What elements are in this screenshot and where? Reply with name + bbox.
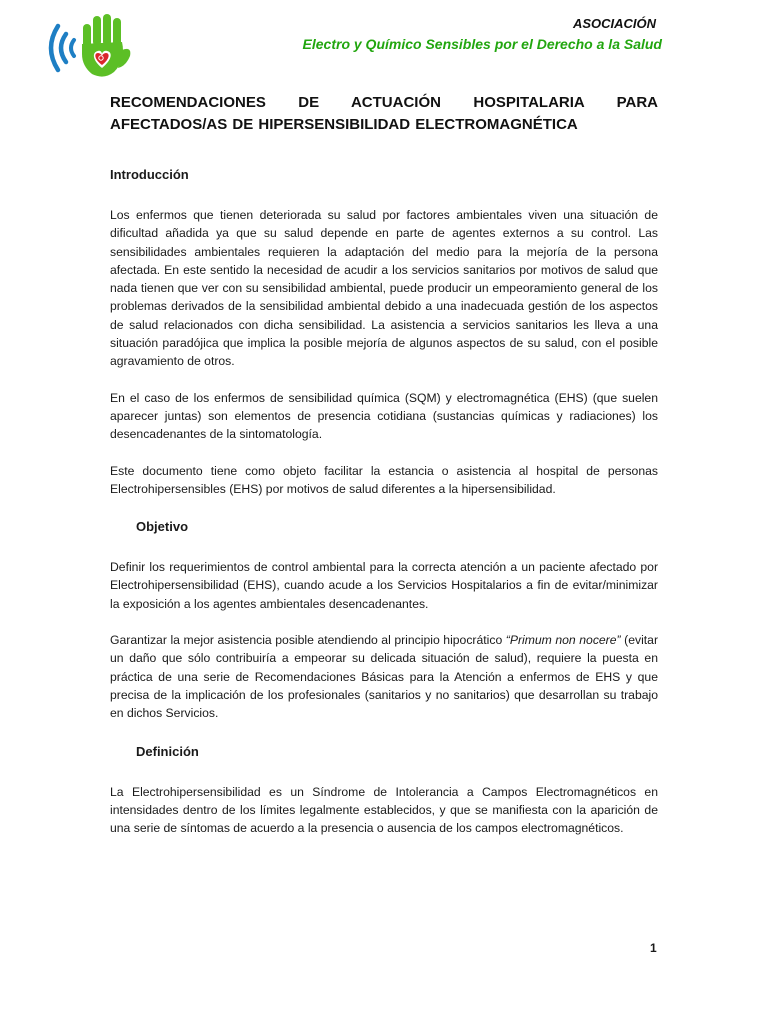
organization-name: ASOCIACIÓN <box>572 16 656 31</box>
definicion-paragraph: La Electrohipersensibilidad es un Síndrome de Intolerancia a Campos Electromagnéticos en intensidades dentro de los límites legalmente establecidos, y que se manifiesta con la aparición de una serie de síntomas de acuerdo a la presencia o ausencia de los campos electromagnéticos. <box>110 784 658 836</box>
association-logo-icon <box>48 10 134 86</box>
section-heading-definicion: Definición <box>136 743 199 759</box>
objetivo-paragraph-2-start: Garantizar la mejor asistencia posible atendiendo al principio hipocrático <box>110 633 506 648</box>
document-body <box>110 92 658 837</box>
section-heading-introduccion: Introducción <box>110 167 189 182</box>
page-number: 1 <box>650 941 657 955</box>
objetivo-paragraph-2 <box>110 631 658 722</box>
organization-subtitle: Electro y Químico Sensibles por el Derecho a la Salud <box>302 36 662 52</box>
intro-paragraph-1: Los enfermos que tienen deteriorada su salud por factores ambientales viven una situación de dificultad añadida ya que su salud depende en parte de agentes externos a su control. Las sensibilidades ambientales requieren la adaptación del medio para la mejoría de la persona afectada. En este sentido la necesidad de acudir a los servicios sanitarios por motivos de salud que nada tienen que ver con su sensibilidad ambiental, puede producir un empeoramiento general de los problemas derivados de la sensibilidad ambiental debido a una inadecuada gestión de los aspectos de salud relacionados con dicha sensibilidad. La asistencia a servicios sanitarios les lleva a una situación paradójica que implica la posible mejoría de algunos aspectos de su salud, con el posible agravamiento de otros. <box>110 208 658 369</box>
intro-paragraph-3: Este documento tiene como objeto facilitar la estancia o asistencia al hospital de personas Electrohipersensibles (EHS) por motivos de salud diferentes a la hipersensibilidad. <box>110 463 658 496</box>
latin-phrase: “Primum non nocere” <box>505 633 621 648</box>
intro-paragraph-2: En el caso de los enfermos de sensibilidad química (SQM) y electromagnética (EHS) (que suelen aparecer juntas) son elementos de presencia cotidiana (sustancias químicas y radiaciones) los desencadenantes de la sintomatología. <box>110 390 658 442</box>
organization-header <box>302 16 662 54</box>
document-title: RECOMENDACIONES DE ACTUACIÓN HOSPITALARIA PARA AFECTADOS/AS DE HIPERSENSIBILIDAD ELECTROMAGNÉTICA <box>110 94 658 133</box>
objetivo-paragraph-1: Definir los requerimientos de control ambiental para la correcta atención a un paciente afectado por Electrohipersensibilidad (EHS), cuando acude a los Servicios Hospitalarios a fin de evitar/minimizar la exposición a los agentes ambientales desencadenantes. <box>110 560 658 611</box>
objetivo-paragraph-2-end: (evitar un daño que sólo contribuiría a empeorar su delicada situación de salud), requiere la puesta en práctica de una serie de Recomendaciones Básicas para la Atención a enfermos de EHS y que precisa de la implicación de los profesionales (sanitarios y no sanitarios) que desarrollan su trabajo en dichos Servicios. <box>110 633 659 721</box>
section-heading-objetivo: Objetivo <box>136 519 189 535</box>
